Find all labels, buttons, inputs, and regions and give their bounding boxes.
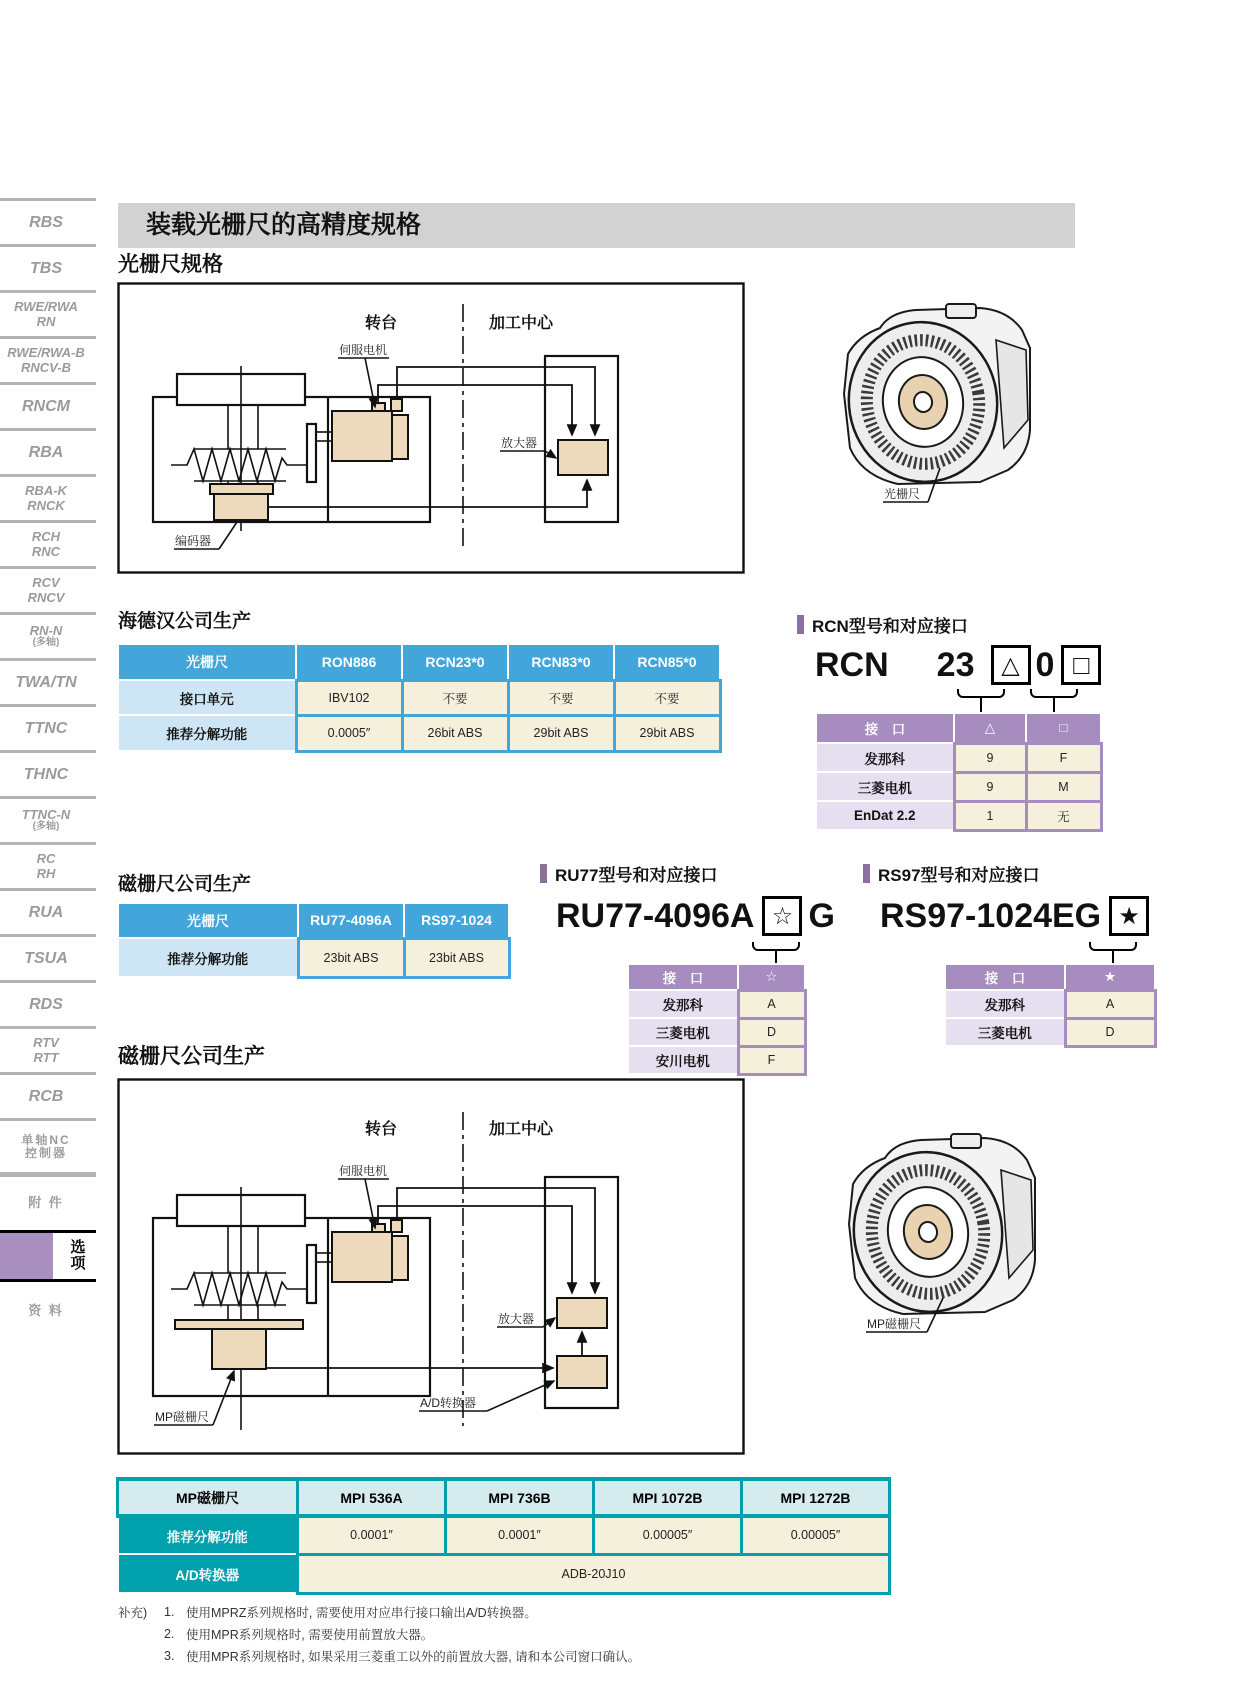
- sidebar-item-single-axis-nc[interactable]: 单轴NC 控制器: [0, 1118, 96, 1172]
- row-label: 推荐分解功能: [118, 1516, 298, 1554]
- cell: 0.0001″: [298, 1516, 446, 1554]
- col-header: MPI 1272B: [742, 1479, 890, 1516]
- cell: 0.0005″: [296, 715, 402, 751]
- sidebar-item-rua[interactable]: RUA: [0, 888, 96, 934]
- col-header: RCN85*0: [614, 644, 720, 680]
- cell: ADB-20J10: [298, 1554, 890, 1593]
- connector-stem: [980, 697, 982, 712]
- active-tab-marker: [0, 1233, 53, 1279]
- title-bar-icon: [863, 864, 870, 883]
- cell: 29bit ABS: [614, 715, 720, 751]
- ru77-model-code: RU77-4096A ☆ G: [556, 896, 835, 935]
- rotary-table-illustration-optical: [828, 298, 1043, 510]
- sidebar-item-rcb[interactable]: RCB: [0, 1072, 96, 1118]
- row-label: 推荐分解功能: [118, 715, 296, 751]
- sidebar-item-materials[interactable]: 资 料: [28, 1302, 64, 1318]
- col-header: MPI 1072B: [594, 1479, 742, 1516]
- sidebar-item-rtv-rtt[interactable]: RTV RTT: [0, 1026, 96, 1072]
- encoder-cap: [210, 484, 273, 494]
- heading-magnescale: 磁栅尺公司生产: [118, 874, 252, 895]
- connector-stem: [1112, 950, 1114, 963]
- title-bar-icon: [540, 864, 547, 883]
- sidebar-item-rds[interactable]: RDS: [0, 980, 96, 1026]
- active-tab-label: 选 项: [70, 1238, 91, 1272]
- cell: 0.00005″: [742, 1516, 890, 1554]
- section-banner: [118, 203, 1075, 248]
- servo-motor-body: [332, 411, 392, 461]
- sidebar-item-options-active[interactable]: [0, 1230, 96, 1282]
- amplifier-label: 放大器: [501, 436, 538, 450]
- sidebar-item-thnc[interactable]: THNC: [0, 750, 96, 796]
- sidebar-item-rwe-rwa-b[interactable]: RWE/RWA-B RNCV-B: [0, 336, 96, 382]
- footnotes: 补充) 1. 使用MPRZ系列规格时, 需要使用对应串行接口输出A/D转换器。 2. 使用MPR系列规格时, 需要使用前置放大器。 3. 使用MPR系列规格时, 如果采用三菱重工以外的前置放大器, 请和本公司窗口确认。: [118, 1605, 641, 1664]
- rs97-section-title: RS97型号和对应接口: [863, 861, 1040, 886]
- encoder-label: 编码器: [175, 534, 212, 548]
- ru77-section-title: RU77型号和对应接口: [540, 861, 717, 886]
- optical-scale-label: 光栅尺: [884, 487, 921, 501]
- page-header-title: 选 项: [117, 42, 228, 70]
- sidebar-item-rch-rnc[interactable]: RCH RNC: [0, 520, 96, 566]
- heading-optical-scale-spec: 光栅尺规格: [118, 253, 223, 276]
- title-bar-icon: [797, 615, 804, 634]
- mp-scale-system-diagram: [117, 1078, 745, 1455]
- sidebar-item-ttnc[interactable]: TTNC: [0, 704, 96, 750]
- ru77-interface-table: 接 口 ☆ 发那科 A 三菱电机 D 安川电机 F: [627, 963, 807, 1076]
- sidebar-item-rncm[interactable]: RNCM: [0, 382, 96, 428]
- mp-scale-label: MP磁栅尺: [155, 1410, 210, 1424]
- machining-center-label: 加工中心: [489, 315, 554, 332]
- amplifier-box: [558, 440, 608, 475]
- rcn-model-code: RCN 23 △ 0 □: [815, 645, 1101, 685]
- cell: IBV102: [296, 680, 402, 715]
- sidebar-item-rwe-rwa-rn[interactable]: RWE/RWA RN: [0, 290, 96, 336]
- sidebar: [0, 198, 96, 1340]
- sidebar-item-twa-tn[interactable]: TWA/TN: [0, 658, 96, 704]
- cell: 不要: [402, 680, 508, 715]
- servo-motor-body: [332, 1232, 392, 1282]
- col-header: RCN83*0: [508, 644, 614, 680]
- turntable-label: 转台: [365, 315, 398, 332]
- col-header: RON886: [296, 644, 402, 680]
- rcn-interface-table: 接 口 △ □ 发那科 9 F 三菱电机 9 M EnDat 2.2 1 无: [815, 712, 1103, 832]
- sidebar-item-rn-n[interactable]: RN-N (多轴): [0, 612, 96, 658]
- turntable-label: 转台: [365, 1121, 398, 1138]
- amplifier-box: [557, 1298, 607, 1328]
- col-header: MP磁栅尺: [118, 1479, 298, 1516]
- sidebar-item-tbs[interactable]: TBS: [0, 244, 96, 290]
- sidebar-item-ttnc-n[interactable]: TTNC-N (多轴): [0, 796, 96, 842]
- cell: 0.00005″: [594, 1516, 742, 1554]
- sidebar-item-rc-rh[interactable]: RC RH: [0, 842, 96, 888]
- servo-motor-label: 伺服电机: [339, 1164, 388, 1178]
- banner-title: 装载光栅尺的高精度规格: [146, 211, 422, 239]
- optical-scale-system-diagram: [117, 282, 745, 574]
- sidebar-item-rbs[interactable]: RBS: [0, 198, 96, 244]
- placeholder-box-triangle: △: [991, 645, 1031, 685]
- rotary-table-illustration-mp: [833, 1128, 1048, 1340]
- machining-center-label: 加工中心: [489, 1121, 554, 1138]
- cell: 0.0001″: [446, 1516, 594, 1554]
- mp-scale-label: MP磁栅尺: [867, 1317, 922, 1331]
- col-header: RCN23*0: [402, 644, 508, 680]
- mp-scale-table: [116, 1477, 891, 1595]
- cell: 不要: [508, 680, 614, 715]
- rs97-model-code: RS97-1024EG ★: [880, 896, 1149, 936]
- magnescale-spec-table: 光栅尺 RU77-4096A RS97-1024 推荐分解功能 23bit ABS 23bit ABS: [117, 902, 511, 979]
- servo-motor-label: 伺服电机: [339, 343, 388, 357]
- ad-converter-box: [557, 1356, 607, 1388]
- sidebar-item-rba[interactable]: RBA: [0, 428, 96, 474]
- col-header: MPI 736B: [446, 1479, 594, 1516]
- sidebar-item-rba-k[interactable]: RBA-K RNCK: [0, 474, 96, 520]
- cell: 不要: [614, 680, 720, 715]
- heidenhain-spec-table: [117, 643, 722, 753]
- ad-converter-label: A/D转换器: [420, 1396, 477, 1410]
- sidebar-item-accessories[interactable]: 附 件: [0, 1172, 96, 1230]
- sidebar-item-rcv-rncv[interactable]: RCV RNCV: [0, 566, 96, 612]
- sidebar-item-tsua[interactable]: TSUA: [0, 934, 96, 980]
- mp-scale-head: [212, 1329, 266, 1369]
- cell: 29bit ABS: [508, 715, 614, 751]
- cell: 26bit ABS: [402, 715, 508, 751]
- row-label: 接口单元: [118, 680, 296, 715]
- heading-magnescale-system: 磁栅尺公司生产: [118, 1045, 265, 1068]
- page-header: [0, 0, 1240, 158]
- col-header: MPI 536A: [298, 1479, 446, 1516]
- notes-label: 补充): [118, 1606, 148, 1620]
- placeholder-box-star-filled: ★: [1109, 896, 1149, 936]
- connector-stem: [1053, 697, 1055, 712]
- placeholder-box-square: □: [1061, 645, 1101, 685]
- row-label: A/D转换器: [118, 1554, 298, 1593]
- rs97-interface-table: 接 口 ★ 发那科 A 三菱电机 D: [944, 963, 1157, 1048]
- col-header: 光栅尺: [118, 644, 296, 680]
- mp-scale-disc: [175, 1320, 303, 1329]
- heading-heidenhain: 海德汉公司生产: [118, 611, 252, 632]
- encoder-body: [214, 494, 268, 520]
- rcn-section-title: RCN型号和对应接口: [797, 612, 968, 637]
- placeholder-box-star-outline: ☆: [762, 896, 802, 936]
- connector-stem: [775, 950, 777, 963]
- amplifier-label: 放大器: [498, 1312, 535, 1326]
